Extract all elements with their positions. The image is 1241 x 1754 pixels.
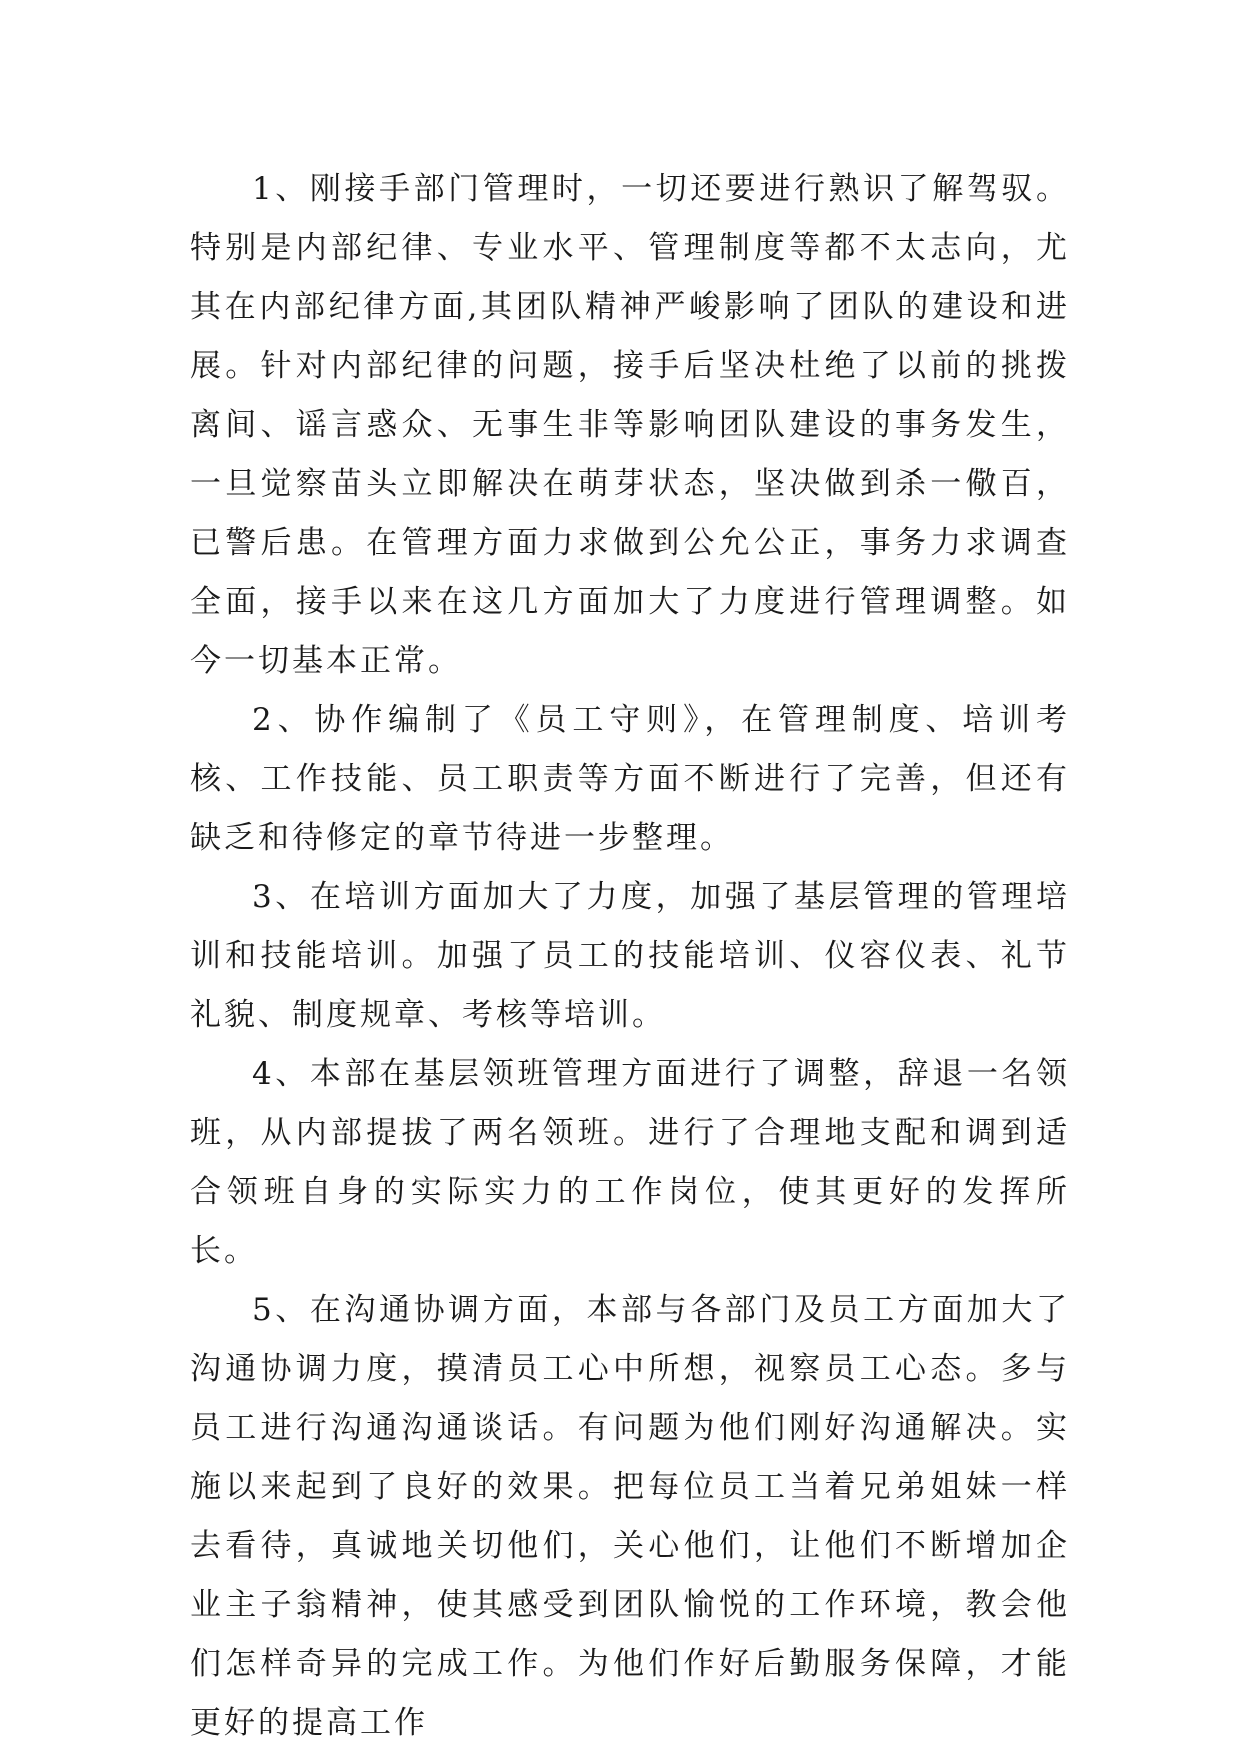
document-body bbox=[190, 160, 1070, 1753]
paragraph-4: 4、本部在基层领班管理方面进行了调整，辞退一名领班，从内部提拔了两名领班。进行了合理地支配和调到适合领班自身的实际实力的工作岗位，使其更好的发挥所长。 bbox=[190, 1056, 1070, 1269]
paragraph-2: 2、协作编制了《员工守则》，在管理制度、培训考核、工作技能、员工职责等方面不断进行了完善，但还有缺乏和待修定的章节待进一步整理。 bbox=[190, 702, 1070, 856]
paragraph-1: 1、刚接手部门管理时，一切还要进行熟识了解驾驭。特别是内部纪律、专业水平、管理制度等都不太志向，尤其在内部纪律方面,其团队精神严峻影响了团队的建设和进展。针对内部纪律的问题，接手后坚决杜绝了以前的挑拨离间、谣言惑众、无事生非等影响团队建设的事务发生，一旦觉察苗头立即解决在萌芽状态，坚决做到杀一儆百，已警后患。在管理方面力求做到公允公正，事务力求调查全面，接手以来在这几方面加大了力度进行管理调整。如今一切基本正常。 bbox=[190, 171, 1070, 679]
paragraph-3: 3、在培训方面加大了力度，加强了基层管理的管理培训和技能培训。加强了员工的技能培训、仪容仪表、礼节礼貌、制度规章、考核等培训。 bbox=[190, 879, 1070, 1033]
paragraph-5: 5、在沟通协调方面，本部与各部门及员工方面加大了沟通协调力度，摸清员工心中所想，视察员工心态。多与员工进行沟通沟通谈话。有问题为他们刚好沟通解决。实施以来起到了良好的效果。把每位员工当着兄弟姐妹一样去看待，真诚地关切他们，关心他们，让他们不断增加企业主子翁精神，使其感受到团队愉悦的工作环境，教会他们怎样奇异的完成工作。为他们作好后勤服务保障，才能更好的提高工作 bbox=[190, 1292, 1070, 1741]
